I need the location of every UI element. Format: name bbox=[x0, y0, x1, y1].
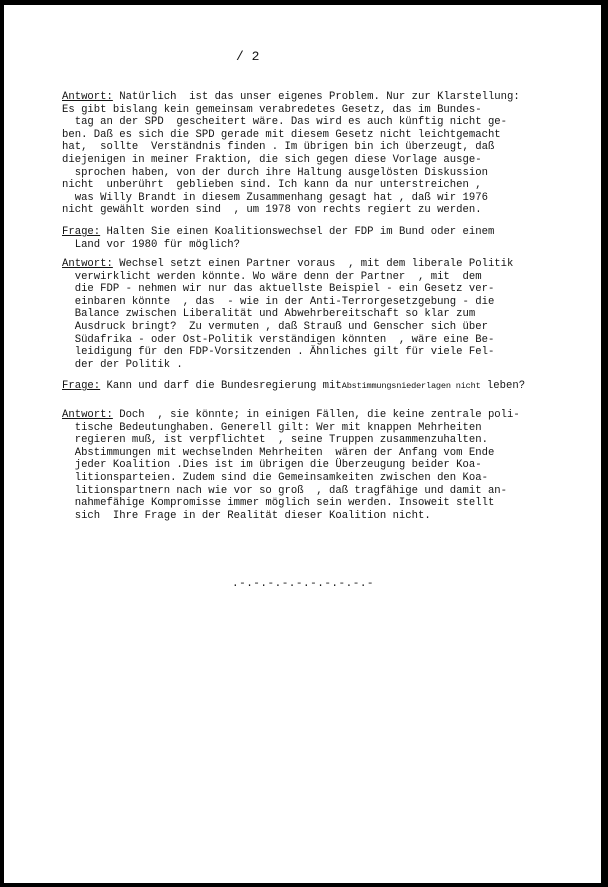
text-line: Antwort: Natürlich ist das unser eigenes Problem. Nur zur Klarstellung: bbox=[62, 91, 520, 103]
question-block-2 bbox=[62, 380, 601, 393]
inserted-text: Abstimmungsniederlagen nicht bbox=[341, 381, 481, 391]
text-line: Antwort: Wechsel setzt einen Partner voraus , mit dem liberale Politik bbox=[62, 258, 514, 270]
text-line: jeder Koalition .Dies ist im übrigen die Überzeugung beider Koa- bbox=[62, 459, 482, 472]
text-line: sich Ihre Frage in der Realität dieser Koalition nicht. bbox=[62, 509, 431, 522]
text-line: diejenigen in meiner Fraktion, die sich gegen diese Vorlage ausge- bbox=[62, 153, 482, 166]
answer-label: Antwort: bbox=[62, 91, 113, 103]
question-block-1 bbox=[62, 226, 594, 251]
text-line: Frage: Halten Sie einen Koalitionswechsel der FDP im Bund oder einem bbox=[62, 226, 495, 238]
text-line: hat, sollte Verständnis finden . Im übrigen bin ich überzeugt, daß bbox=[62, 141, 495, 154]
answer-label: Antwort: bbox=[62, 409, 113, 421]
text-line: nicht gewählt worden sind , um 1978 von rechts regiert zu werden. bbox=[62, 204, 482, 217]
end-separator: .-.-.-.-.-.-.-.-.-.- bbox=[232, 578, 375, 590]
text-line: sprochen haben, von der durch ihre Haltung ausgelösten Diskussion bbox=[62, 166, 488, 179]
text-line: Antwort: Doch , sie könnte; in einigen Fällen, die keine zentrale poli- bbox=[62, 409, 520, 421]
text-line: litionsparteien. Zudem sind die Gemeinsamkeiten zwischen den Koa- bbox=[62, 471, 488, 484]
text-line: tische Bedeutunghaben. Generell gilt: Wer mit knappen Mehrheiten bbox=[62, 421, 482, 434]
text-line: verwirklicht werden könnte. Wo wäre denn der Partner , mit dem bbox=[62, 270, 482, 283]
question-label: Frage: bbox=[62, 380, 101, 392]
text-line: tag an der SPD gescheitert wäre. Das wird es auch künftig nicht ge- bbox=[62, 116, 508, 129]
text-line: regieren muß, ist verpflichtet , seine Truppen zusammenzuhalten. bbox=[62, 434, 488, 447]
question-label: Frage: bbox=[62, 226, 101, 238]
answer-label: Antwort: bbox=[62, 258, 113, 270]
page-number: / 2 bbox=[236, 49, 260, 64]
text-line: Ausdruck bringt? Zu vermuten , daß Strauß und Genscher sich über bbox=[62, 320, 488, 333]
text-line: ben. Daß es sich die SPD gerade mit diesem Gesetz nicht leichtgemacht bbox=[62, 128, 501, 141]
answer-block-2 bbox=[62, 258, 594, 371]
text-line: was Willy Brandt in diesem Zusammenhang gesagt hat , daß wir 1976 bbox=[62, 191, 488, 204]
text-line: Es gibt bislang kein gemeinsam verabredetes Gesetz, das im Bundes- bbox=[62, 103, 482, 116]
text-line: Südafrika - oder Ost-Politik verständigen könnten , wäre eine Be- bbox=[62, 333, 495, 346]
text-line: nahmefähige Kompromisse immer möglich sein werden. Insoweit stellt bbox=[62, 497, 495, 510]
document-page bbox=[4, 5, 601, 883]
text-line: Frage: Kann und darf die Bundesregierung mitAbstimmungsniederlagen nicht leben? bbox=[62, 380, 526, 392]
text-line: einbaren könnte , das - wie in der Anti-Terrorgesetzgebung - die bbox=[62, 295, 495, 308]
text-line: litionspartnern nach wie vor so groß , daß tragfähige und damit an- bbox=[62, 484, 508, 497]
text-line: die FDP - nehmen wir nur das aktuellste Beispiel - ein Gesetz ver- bbox=[62, 283, 495, 296]
text-line: Land vor 1980 für möglich? bbox=[62, 238, 241, 251]
text-line: leidigung für den FDP-Vorsitzenden . Ähnliches gilt für viele Fel- bbox=[62, 346, 495, 359]
answer-block-1 bbox=[62, 91, 594, 217]
text-line: Abstimmungen mit wechselnden Mehrheiten wären der Anfang vom Ende bbox=[62, 446, 495, 459]
text-line: nicht unberührt geblieben sind. Ich kann da nur unterstreichen , bbox=[62, 179, 482, 192]
text-line: der der Politik . bbox=[62, 358, 183, 371]
text-line: Balance zwischen Liberalität und Abwehrbereitschaft so klar zum bbox=[62, 308, 476, 321]
answer-block-3 bbox=[62, 409, 594, 522]
